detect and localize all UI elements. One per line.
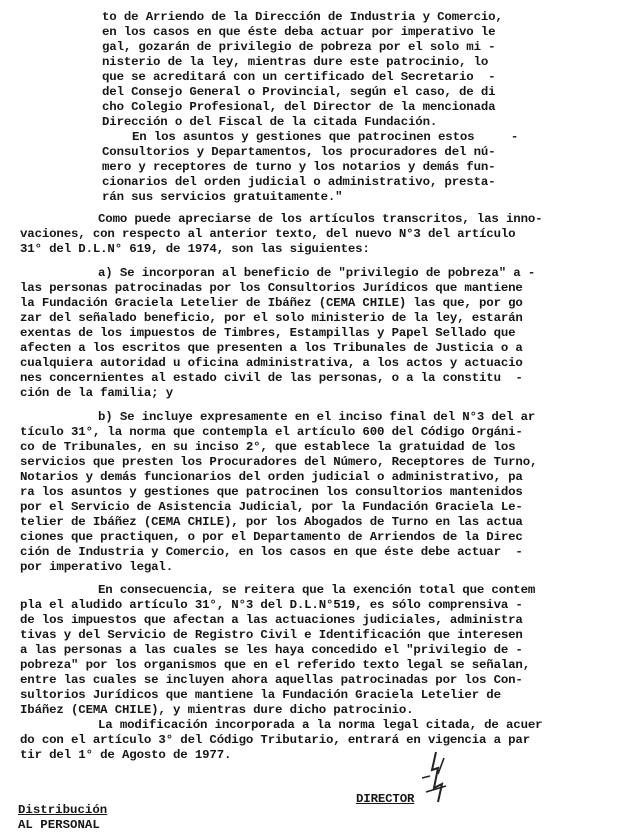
text-line: cualquiera autoridad u oficina administrativa, a los actos y actuacio	[20, 356, 523, 370]
text-line: Consultorios y Departamentos, los procuradores del nú-	[102, 145, 496, 159]
text-line: rán sus servicios gratuitamente."	[102, 190, 343, 204]
text-line: las personas patrocinadas por los Consultorios Jurídicos que mantiene	[20, 281, 523, 295]
text-line: vaciones, con respecto al anterior texto, del nuevo N°3 del artículo	[20, 227, 516, 241]
signature-title: DIRECTOR	[356, 792, 415, 806]
distribution-value: AL PERSONAL	[18, 818, 100, 832]
text-line: de los impuestos que afectan a las actuaciones judiciales, administra	[20, 613, 523, 627]
text-line: 31° del D.L.N° 619, de 1974, son las siguientes:	[20, 242, 370, 256]
text-line: En consecuencia, se reitera que la exención total que contem	[98, 583, 536, 597]
text-line: por el Servicio de Asistencia Judicial, por la Fundación Graciela Le-	[20, 500, 523, 514]
text-line: to de Arriendo de la Dirección de Industria y Comercio,	[102, 10, 503, 24]
text-line: telier de Ibáñez (CEMA CHILE), por los Abogados de Turno en las actua	[20, 515, 523, 529]
text-line: cionarios del orden judicial o administrativo, presta-	[102, 175, 496, 189]
text-line: que se acreditará con un certificado del Secretario -	[102, 70, 496, 84]
signature-mark	[408, 748, 468, 808]
text-line: tivas y del Servicio de Registro Civil e Identificación que interesen	[20, 628, 523, 642]
text-line: co de Tribunales, en su inciso 2°, que establece la gratuidad de los	[20, 440, 516, 454]
text-line: afecten a los escritos que presenten a los Tribunales de Justicia o a	[20, 341, 523, 355]
text-line: servicios que presten los Procuradores del Número, Receptores de Turno,	[20, 455, 538, 469]
text-line: a las personas a las cuales se les haya concedido el "privilegio de -	[20, 643, 523, 657]
text-line: exentas de los impuestos de Timbres, Estampillas y Papel Sellado que	[20, 326, 516, 340]
text-line: La modificación incorporada a la norma legal citada, de acuer	[98, 718, 543, 732]
text-line: ra los asuntos y gestiones que patrocinen los consultorios mantenidos	[20, 485, 523, 499]
text-line: sultorios Jurídicos que mantiene la Fundación Graciela Letelier de	[20, 688, 501, 702]
text-line: en los casos en que éste deba actuar por imperativo le	[102, 25, 496, 39]
text-line: pobreza" por los organismos que en el referido texto legal se señalan,	[20, 658, 530, 672]
distribution-label: Distribución	[18, 803, 108, 817]
text-line: zar del señalado beneficio, por el solo ministerio de la ley, estarán	[20, 311, 523, 325]
text-line: mero y receptores de turno y los notarios y demás fun-	[102, 160, 496, 174]
text-line: la Fundación Graciela Letelier de Ibáñez (CEMA CHILE) las que, por go	[20, 296, 523, 310]
text-line: ción de la familia; y	[20, 386, 173, 400]
text-line: Ibáñez (CEMA CHILE), y mientras dure dicho patrocinio.	[20, 703, 414, 717]
text-line: gal, gozarán de privilegio de pobreza por el solo mi -	[102, 40, 496, 54]
text-line: nes concernientes al estado civil de las personas, o a la constitu -	[20, 371, 523, 385]
text-line: por imperativo legal.	[20, 560, 173, 574]
text-line: pla el aludido artículo 31°, N°3 del D.L.N°519, es sólo comprensiva -	[20, 598, 523, 612]
text-line: entre las cuales se incluyen ahora aquellas patrocinadas por los Con-	[20, 673, 523, 687]
text-line: Dirección o del Fiscal de la citada Fundación.	[102, 115, 438, 129]
text-line: nisterio de la ley, mientras dure este patrocinio, lo	[102, 55, 489, 69]
text-line: ción de Industria y Comercio, en los casos en que éste debe actuar -	[20, 545, 523, 559]
text-line: del Consejo General o Provincial, según el caso, de di	[102, 85, 496, 99]
text-line: En los asuntos y gestiones que patrocinen estos -	[132, 130, 519, 144]
text-line: Como puede apreciarse de los artículos transcritos, las inno-	[98, 212, 543, 226]
text-line: ciones que practiquen, o por el Departamento de Arriendos de la Direc	[20, 530, 523, 544]
text-line: do con el artículo 3° del Código Tributario, entrará en vigencia a par	[20, 733, 530, 747]
text-line: cho Colegio Profesional, del Director de la mencionada	[102, 100, 496, 114]
text-line: a) Se incorporan al beneficio de "privilegio de pobreza" a -	[98, 266, 536, 280]
text-line: b) Se incluye expresamente en el inciso final del N°3 del ar	[98, 410, 536, 424]
text-line: Notarios y demás funcionarios del orden judicial o administrativo, pa	[20, 470, 523, 484]
text-line: tículo 31°, la norma que contempla el artículo 600 del Código Orgáni-	[20, 425, 523, 439]
text-line: tir del 1° de Agosto de 1977.	[20, 748, 232, 762]
